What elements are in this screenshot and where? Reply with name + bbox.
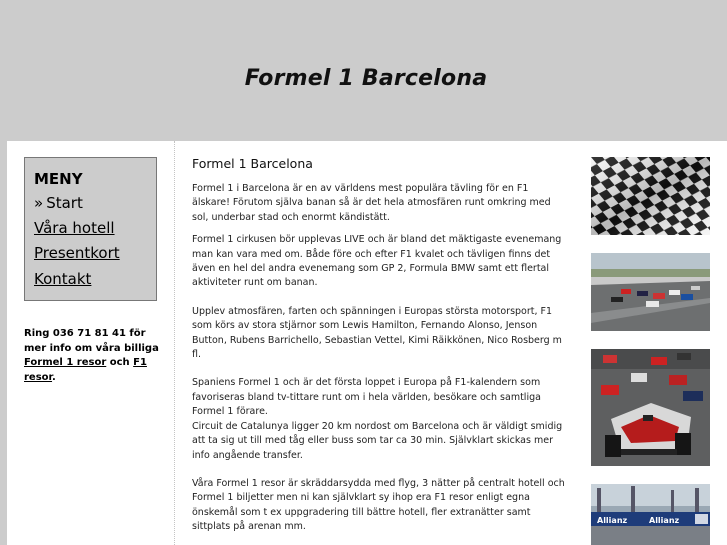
paragraph-travel: Våra Formel 1 resor är skräddarsydda med flyg, 3 nätter på centralt hotell och Formel 1 biljetter men ni kan självklart sy ihop era F1 resor enligt egna önskemål som t ex uppgradering till bättre hotell, fler extranätter samt sittplats på arenan mm. (192, 477, 565, 533)
content-heading: Formel 1 Barcelona (192, 156, 313, 171)
paragraph-circuit: Circuit de Catalunya ligger 20 km nordost om Barcelona och är väldigt smidig att ta sig ut till med tåg eller buss som tar ca 30 min. Självklart skickas mer info angående transfer. (192, 420, 563, 461)
contact-and: och (106, 357, 134, 368)
paragraph-drivers: Upplev atmosfären, farten och spänningen i Europas största motorsport, F1 som körs av stora stjärnor som Lewis Hamilton, Fernando Alonso, Jenson Button, Rubens Barrichello, Sebastian Vettel, Kimi Räikkönen, Nico Rosberg m fl. (192, 305, 562, 361)
menu-title: MENY (34, 170, 83, 188)
svg-text:Allianz: Allianz (649, 516, 680, 525)
f1-resor-link[interactable]: F1 resor (24, 357, 147, 383)
paragraph-spain: Spaniens Formel 1 och är det första loppet i Europa på F1-kalendern som favoriseras bland tv-tittare runt om i hela världen, besökare och samtliga Formel 1 förare. (192, 377, 541, 418)
paragraph-intro: Formel 1 i Barcelona är en av världens mest populära tävling för en F1 älskare! Förutom själva banan så är det hela atmosfären runt omkring med sol, underbar stad och enormt kändistätt. (192, 183, 551, 223)
menu-box (24, 157, 157, 301)
contact-end: . (52, 371, 56, 383)
formel1-resor-link[interactable]: Formel 1 resor (24, 357, 107, 368)
column-divider (174, 141, 175, 545)
menu-item-start[interactable] (34, 194, 83, 212)
site-title: Formel 1 Barcelona (244, 66, 488, 91)
menu-item-kontakt[interactable]: Kontakt (34, 270, 92, 288)
menu-item-presentkort[interactable]: Presentkort (34, 244, 120, 262)
svg-text:Allianz: Allianz (597, 516, 628, 525)
page-body (7, 141, 727, 545)
mclaren-car-photo (591, 349, 710, 466)
grandstand-photo (591, 484, 710, 545)
sidebar (7, 141, 174, 545)
menu-item-prefix: » (34, 194, 44, 212)
checkered-flag-photo (591, 157, 710, 235)
menu-item-vara-hotell[interactable]: Våra hotell (34, 219, 115, 237)
main-content (192, 156, 567, 543)
menu-item-label: Start (46, 194, 83, 212)
paragraph-live: Formel 1 cirkusen bör upplevas LIVE och är bland det mäktigaste evenemang man kan vara med om. Både före och efter F1 kvalet och tävligen finns det även en hel del andra evenemang som GP 2, Formula BMW samt ett flertal aktiviteter runt om banan. (192, 234, 562, 289)
contact-info (24, 327, 164, 385)
site-header (0, 0, 727, 141)
contact-intro: Ring 036 71 81 41 för mer info om våra billiga (24, 328, 159, 354)
race-start-photo (591, 253, 710, 331)
